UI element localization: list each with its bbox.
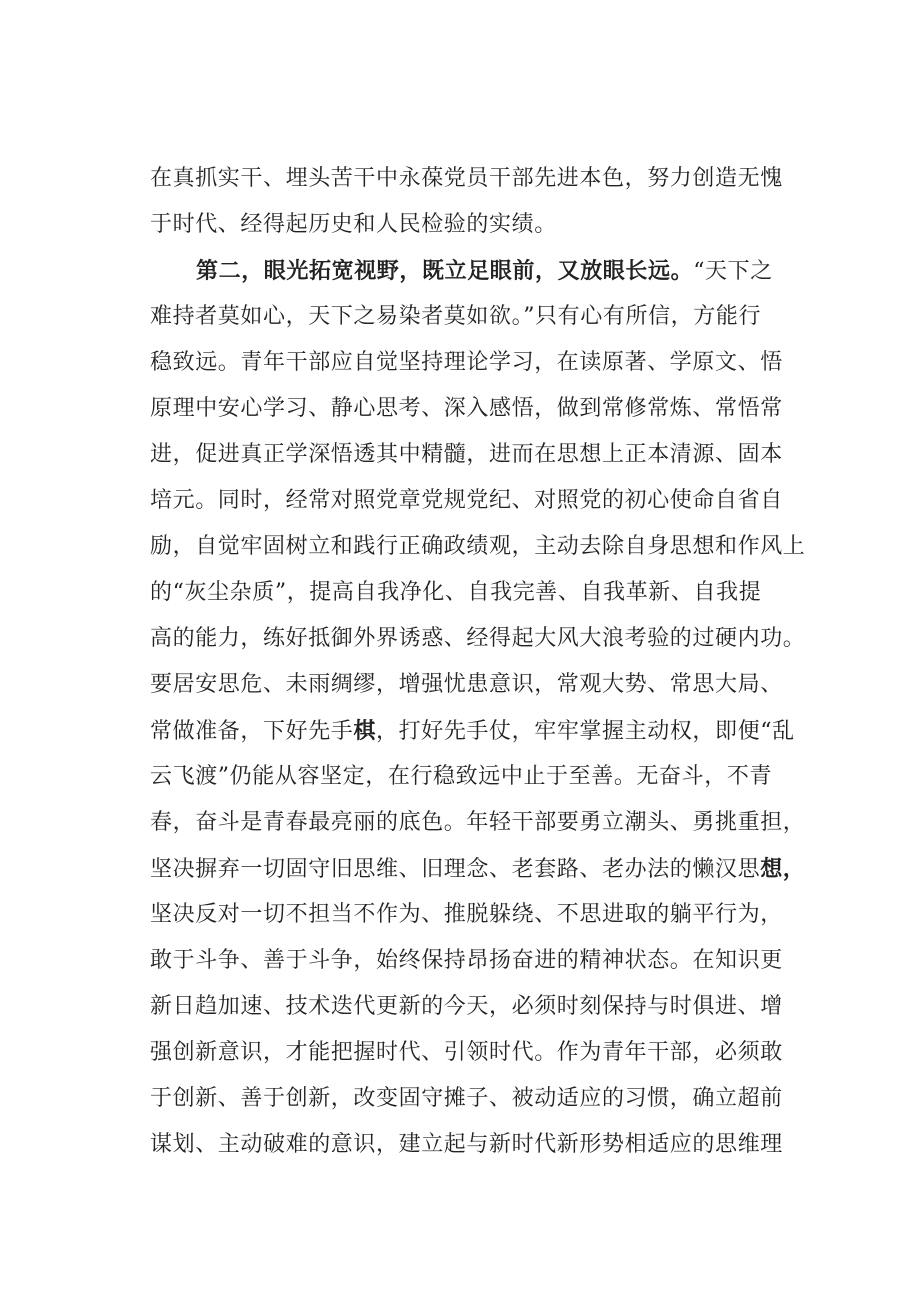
paragraph-start (196, 257, 773, 286)
text-line: 春，奋斗是青春最亮丽的底色。年轻干部要勇立潮头、勇挑重担， (150, 810, 806, 835)
text-span: 常做准备，下好先手 (150, 719, 354, 744)
text-line: 谋划、主动破难的意识，建立起与新时代新形势相适应的思维理 (150, 1132, 783, 1157)
text-span: “天下之 (693, 259, 773, 284)
text-span: 坚决摒弃一切固守旧思维、旧理念、老套路、老办法的懒汉思 (150, 857, 761, 882)
text-line: 难持者莫如心，天下之易染者莫如欲。”只有心有所信，方能行 (150, 304, 762, 329)
text-line: 敢于斗争、善于斗争，始终保持昂扬奋进的精神状态。在知识更 (150, 948, 783, 973)
bold-char: 想， (760, 856, 806, 882)
text-line: 培元。同时，经常对照党章党规党纪、对照党的初心使命自省自 (150, 488, 783, 513)
text-line: 在真抓实干、埋头苦干中永葆党员干部先进本色，努力创造无愧 (150, 166, 783, 191)
text-line: 于创新、善于创新，改变固守摊子、被动适应的习惯，确立超前 (150, 1086, 783, 1111)
text-line: 进，促进真正学深悟透其中精髓，进而在思想上正本清源、固本 (150, 442, 783, 467)
text-span: ，打好先手仗，牢牢掌握主动权，即便“乱 (376, 719, 795, 744)
bold-char: 棋 (353, 718, 377, 744)
text-line: 坚决反对一切不担当不作为、推脱躲绕、不思进取的躺平行为， (150, 902, 783, 927)
text-line: 云飞渡”仍能从容坚定，在行稳致远中止于至善。无奋斗，不青 (150, 764, 773, 789)
text-line: 的“灰尘杂质”，提高自我净化、自我完善、自我革新、自我提 (150, 580, 762, 605)
text-line: 稳致远。青年干部应自觉坚持理论学习，在读原著、学原文、悟 (150, 350, 783, 375)
text-line: 高的能力，练好抵御外界诱惑、经得起大风大浪考验的过硬内功。 (150, 626, 806, 651)
text-line: 于时代、经得起历史和人民检验的实绩。 (150, 212, 557, 237)
text-line: 要居安思危、未雨绸缪，增强忧患意识，常观大势、常思大局、 (150, 672, 783, 697)
text-line (150, 855, 805, 884)
text-line: 原理中安心学习、静心思考、深入感悟，做到常修常炼、常悟常 (150, 396, 783, 421)
section-heading: 第二，眼光拓宽视野，既立足眼前，又放眼长远。 (196, 258, 694, 284)
text-line (150, 717, 795, 746)
text-line: 强创新意识，才能把握时代、引领时代。作为青年干部，必须敢 (150, 1040, 783, 1065)
text-line: 励，自觉牢固树立和践行正确政绩观，主动去除自身思想和作风上 (150, 534, 806, 559)
text-line: 新日趋加速、技术迭代更新的今天，必须时刻保持与时俱进、增 (150, 994, 783, 1019)
